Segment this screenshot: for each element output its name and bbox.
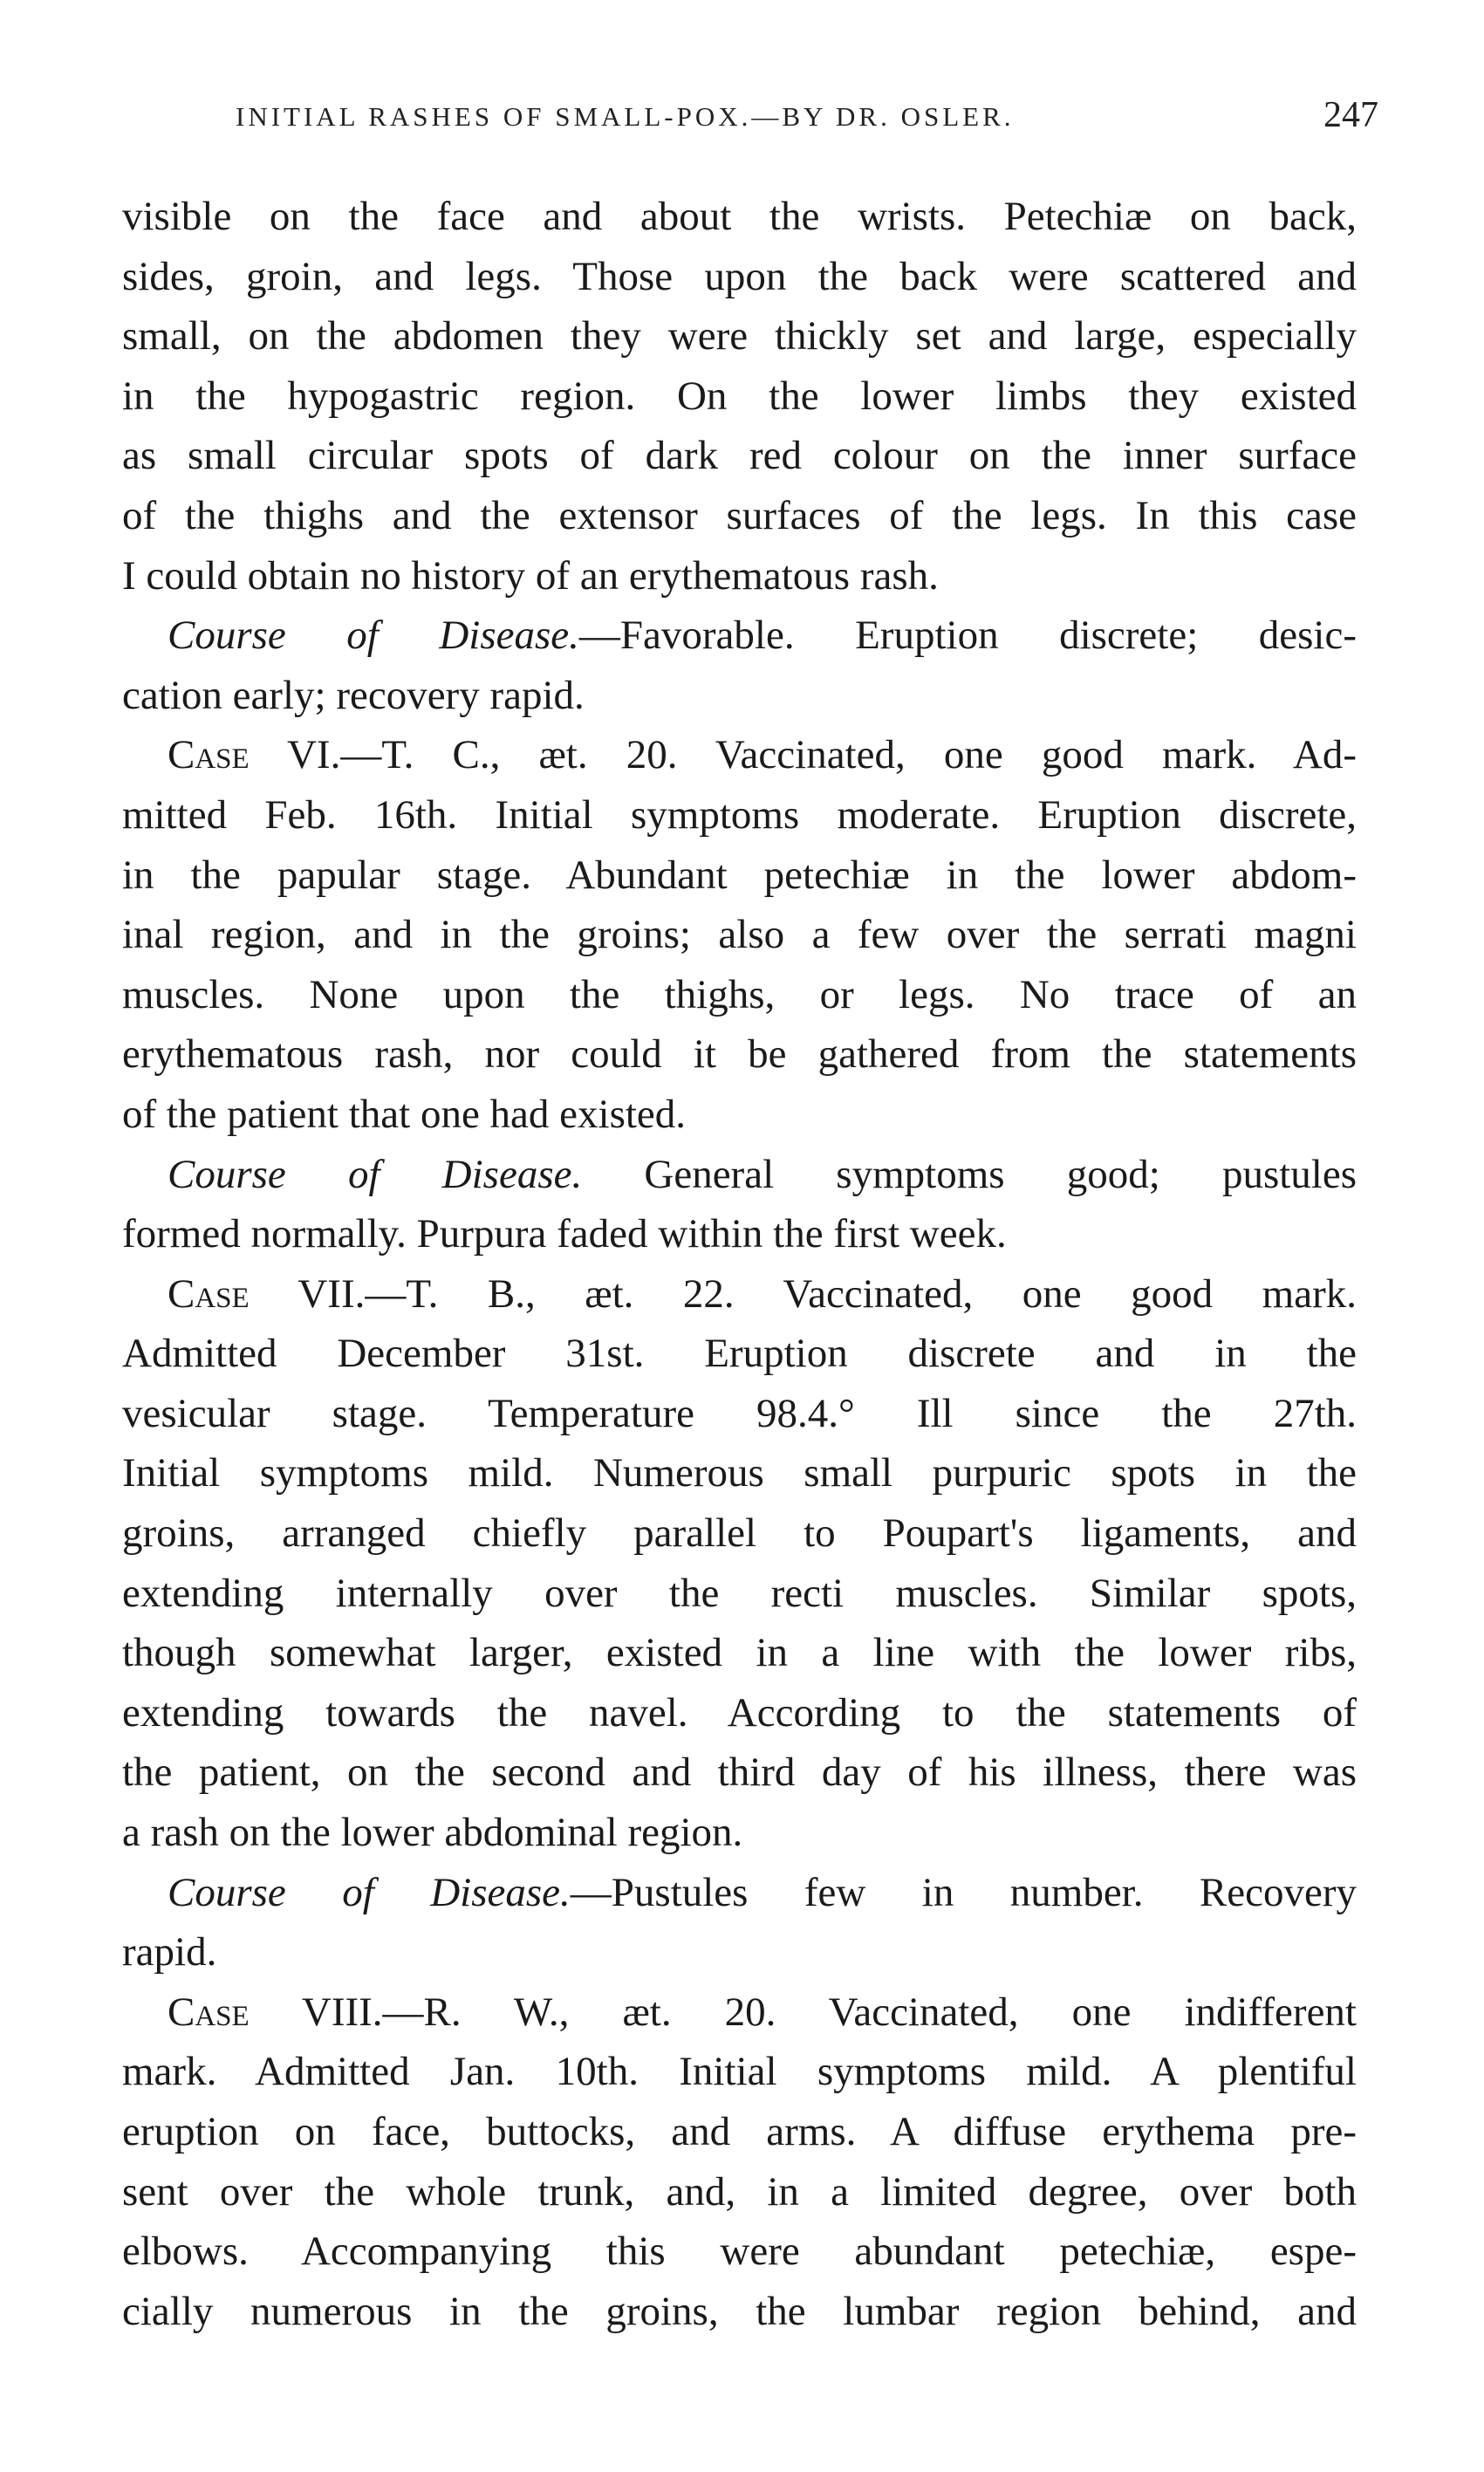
text-line: mark. Admitted Jan. 10th. Initial symptoms mild. A plentiful [122, 2049, 1357, 2095]
paragraph-course-of-disease [122, 606, 1357, 725]
italic-lead: Course of Disease. [168, 613, 579, 659]
page-number: 247 [1323, 95, 1378, 135]
text-line: inal region, and in the groins; also a few over the serrati magni [122, 912, 1357, 958]
text-line: of the thighs and the extensor surfaces of the legs. In this case [122, 492, 1357, 538]
text-line: in the papular stage. Abundant petechiæ in the lower abdom- [122, 852, 1357, 898]
paragraph-continuation [122, 187, 1357, 606]
running-title: INITIAL RASHES OF SMALL-POX.—BY DR. OSLER. [236, 101, 1015, 132]
italic-lead: Course of Disease. [168, 1869, 571, 1915]
text-line: sides, groin, and legs. Those upon the back were scattered and [122, 253, 1357, 299]
text-line: a rash on the lower abdominal region. [122, 1810, 743, 1856]
paragraph-case-vii [122, 1264, 1357, 1863]
text-line [122, 1863, 1357, 1923]
body-text [122, 187, 1357, 2341]
case-heading: Case VI. [168, 732, 341, 778]
line-rest: General symptoms good; pustules [582, 1151, 1357, 1197]
text-line: visible on the face and about the wrists. Petechiæ on back, [122, 194, 1357, 239]
text-line: eruption on face, buttocks, and arms. A diffuse erythema pre- [122, 2109, 1357, 2154]
case-heading: Case VIII. [168, 1989, 383, 2035]
text-line [122, 1982, 1357, 2043]
text-line: cially numerous in the groins, the lumbar region behind, and [122, 2288, 1357, 2334]
line-rest: —Pustules few in number. Recovery [570, 1869, 1357, 1915]
text-line: mitted Feb. 16th. Initial symptoms moderate. Eruption discrete, [122, 791, 1357, 838]
paragraph-course-of-disease [122, 1863, 1357, 1982]
text-line: erythematous rash, nor could it be gathered from the statements [122, 1031, 1357, 1078]
case-heading: Case VII. [168, 1270, 366, 1317]
text-line: small, on the abdomen they were thickly set and large, especially [122, 313, 1357, 360]
text-line [122, 725, 1357, 785]
text-line: of the patient that one had existed. [122, 1091, 687, 1137]
paragraph-course-of-disease [122, 1145, 1357, 1264]
text-line [122, 1264, 1357, 1325]
text-line: sent over the whole trunk, and, in a limited degree, over both [122, 2168, 1357, 2215]
line-rest: —T. C., æt. 20. Vaccinated, one good mark. Ad- [340, 732, 1357, 778]
text-line: Initial symptoms mild. Numerous small purpuric spots in the [122, 1450, 1357, 1496]
paragraph-case-vi [122, 725, 1357, 1144]
text-line: cation early; recovery rapid. [122, 672, 585, 718]
italic-lead: Course of Disease. [168, 1151, 583, 1197]
running-head [218, 94, 1378, 147]
text-line [122, 606, 1357, 666]
line-rest: —Favorable. Eruption discrete; desic- [578, 613, 1357, 659]
text-line: groins, arranged chiefly parallel to Poupart's ligaments, and [122, 1510, 1357, 1557]
text-line [122, 1145, 1357, 1205]
text-line: Admitted December 31st. Eruption discrete and in the [122, 1331, 1357, 1377]
text-line: extending towards the navel. According to the statements of [122, 1689, 1357, 1736]
text-line: elbows. Accompanying this were abundant petechiæ, espe- [122, 2229, 1357, 2275]
line-rest: —T. B., æt. 22. Vaccinated, one good mark. [365, 1270, 1357, 1317]
text-line: the patient, on the second and third day of his illness, there was [122, 1750, 1357, 1796]
text-line: rapid. [122, 1929, 217, 1976]
text-line: as small circular spots of dark red colour on the inner surface [122, 433, 1357, 479]
text-line: in the hypogastric region. On the lower limbs they existed [122, 373, 1357, 419]
text-line: extending internally over the recti muscles. Similar spots, [122, 1570, 1357, 1616]
line-rest: —R. W., æt. 20. Vaccinated, one indifferent [382, 1989, 1357, 2035]
text-line: formed normally. Purpura faded within the first week. [122, 1211, 1007, 1257]
text-line: I could obtain no history of an erythematous rash. [122, 552, 939, 599]
text-line: muscles. None upon the thighs, or legs. No trace of an [122, 971, 1357, 1017]
text-line: vesicular stage. Temperature 98.4.° Ill since the 27th. [122, 1390, 1357, 1436]
paragraph-case-viii [122, 1982, 1357, 2342]
text-line: though somewhat larger, existed in a line with the lower ribs, [122, 1630, 1357, 1676]
